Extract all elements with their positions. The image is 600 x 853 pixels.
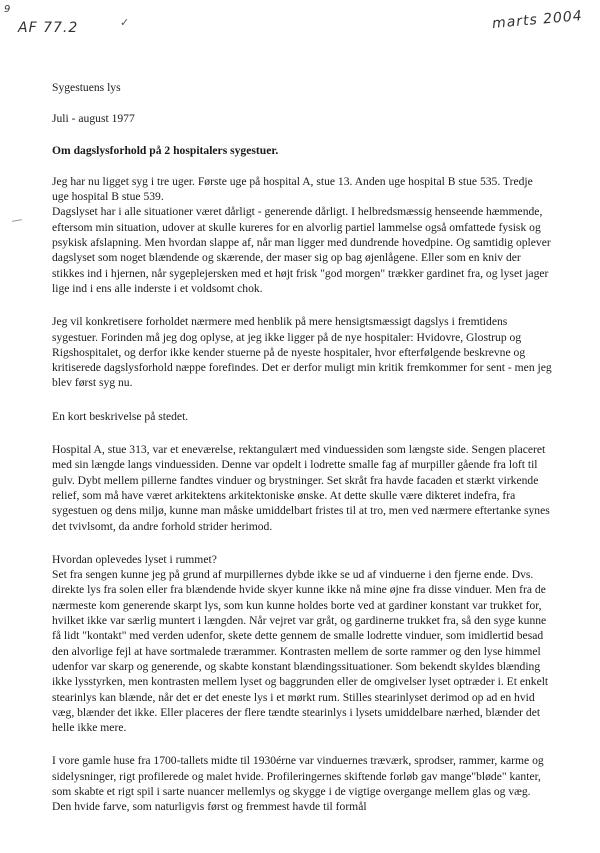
margin-mark [12, 219, 22, 222]
document-title: Sygestuens lys [52, 81, 121, 94]
paragraph-light-experience: Set fra sengen kunne jeg på grund af murpillernes dybde ikke se ud af vinduerne i den fjerne ende. Dvs. direkte lys fra solen eller fra blændende hvide skyer kunne ikke nå mine øjne fra disse vinduer. Men fra de nærmeste kom generende skarpt lys, som kun kunne holdes borte ved at gardiner konstant var trukket for, hvilket ikke var særlig muntert i længden. Når vejret var gråt, og gardinerne trukket fra, så den syge kunne få lidt "kontakt" med verden udenfor, skete dette gennem de smalle lodrette vinduer, som imidlertid besad den alvorlige fejl at have sortmalede trærammer. Kontrasten mellem de sorte rammer og den lyse himmel udenfor var skarp og generende, og skabte konstant blændingssituationer. Som bekendt skyldes blænding ikke lysstyrken, men kontrasten mellem lyset og baggrunden eller de omgivelser lyset optræder i. Et enkelt stearinlys kan blænde, når det er det eneste lys i et mørkt rum. Stilles stearinlyset derimod op ad en hvid væg, blænder det ikke. Eller placeres der flere tændte stearinlys i lysets umiddelbare nærhed, blænder det helle ikke mere. [52, 568, 549, 735]
paragraph-short-description: En kort beskrivelse på stedet. [52, 409, 189, 423]
handwritten-number: 9 [4, 4, 12, 15]
paragraph-intro: Jeg har nu ligget syg i tre uger. Første uge på hospital A, stue 13. Anden uge hospital B stue 535. Tredje uge hospital B stue 539. [52, 174, 533, 204]
paragraph-question: Hvordan oplevedes lyset i rummet? [52, 552, 217, 566]
check-mark-icon: ✓ [120, 17, 130, 29]
document-date: Juli - august 1977 [52, 112, 135, 126]
document-heading: Om dagslysforhold på 2 hospitalers sygestuer. [52, 143, 279, 157]
paragraph-daylight: Dagslyset har i alle situationer været dårligt - generende dårligt. I helbredsmæssig henseende hæmmende, eftersom min situation, udover at skulle kureres for en alvorlig partiel lammelse også omfattede fysisk og psykisk afslapning. Men hvordan slappe af, når man ligger med dundrende hovedpine. Og samtidig oplever dagslyset som noget blændende og skærende, der maser sig op bag øjenlågene. Eller som en kniv der stikkes ind i hjernen, når sygeplejersken med et højt frisk "god morgen" trækker gardinet fra, og lyset jager lige ind i ens alle inderste i et voldsomt chok. [52, 205, 551, 295]
handwritten-reference: AF 77.2 [18, 20, 79, 36]
paragraph-old-houses: I vore gamle huse fra 1700-tallets midte til 1930érne var vinduernes træværk, sprodser, rammer, karme og sidelysninger, rigt profilerede og malet hvide. Profileringernes skiftende forløb gav mange"bløde" kanter, som skabte et rigt spil i sarte nuancer mellemlys og skygge i de vigtige overgange mellem glas og væg. Den hvide farve, som naturligvis først og fremmest havde til formål [52, 754, 544, 814]
handwritten-date: marts 2004 [491, 8, 584, 32]
paragraph-hospital-a: Hospital A, stue 313, var et eneværelse, rektangulært med vinduessiden som længste side. Sengen placeret med sin længde langs vinduessiden. Denne var opdelt i lodrette smalle fag af murpiller gående fra loft til gulv. Dybt mellem pillerne fandtes vinduer og brystninger. Set skråt fra havde facaden et stærkt virkende relief, som må have været arkitektens arkitektoniske ønske. At dette skulle være dikteret indefra, fra sygestuen og dens miljø, kunne man måske umiddelbart fristes til at tro, men ved nærmere eftertanke synes det tvivlsomt, da andre forhold strider herimod. [52, 443, 550, 533]
paragraph-concretize: Jeg vil konkretisere forholdet nærmere med henblik på mere hensigtsmæssigt dagslys i fremtidens sygestuer. Forinden må jeg dog oplyse, at jeg ikke ligger på de nye hospitaler: Hvidovre, Glostrup og Rigshospitalet, og derfor ikke kender stuerne på de nyeste hospitaler, hvor efterfølgende beskrevne og kritiserede dagslysforhold næppe forefindes. Det er derfor muligt min kritik fremkommer for sent - men jeg blev først syg nu. [52, 315, 552, 390]
document-body [52, 80, 552, 815]
